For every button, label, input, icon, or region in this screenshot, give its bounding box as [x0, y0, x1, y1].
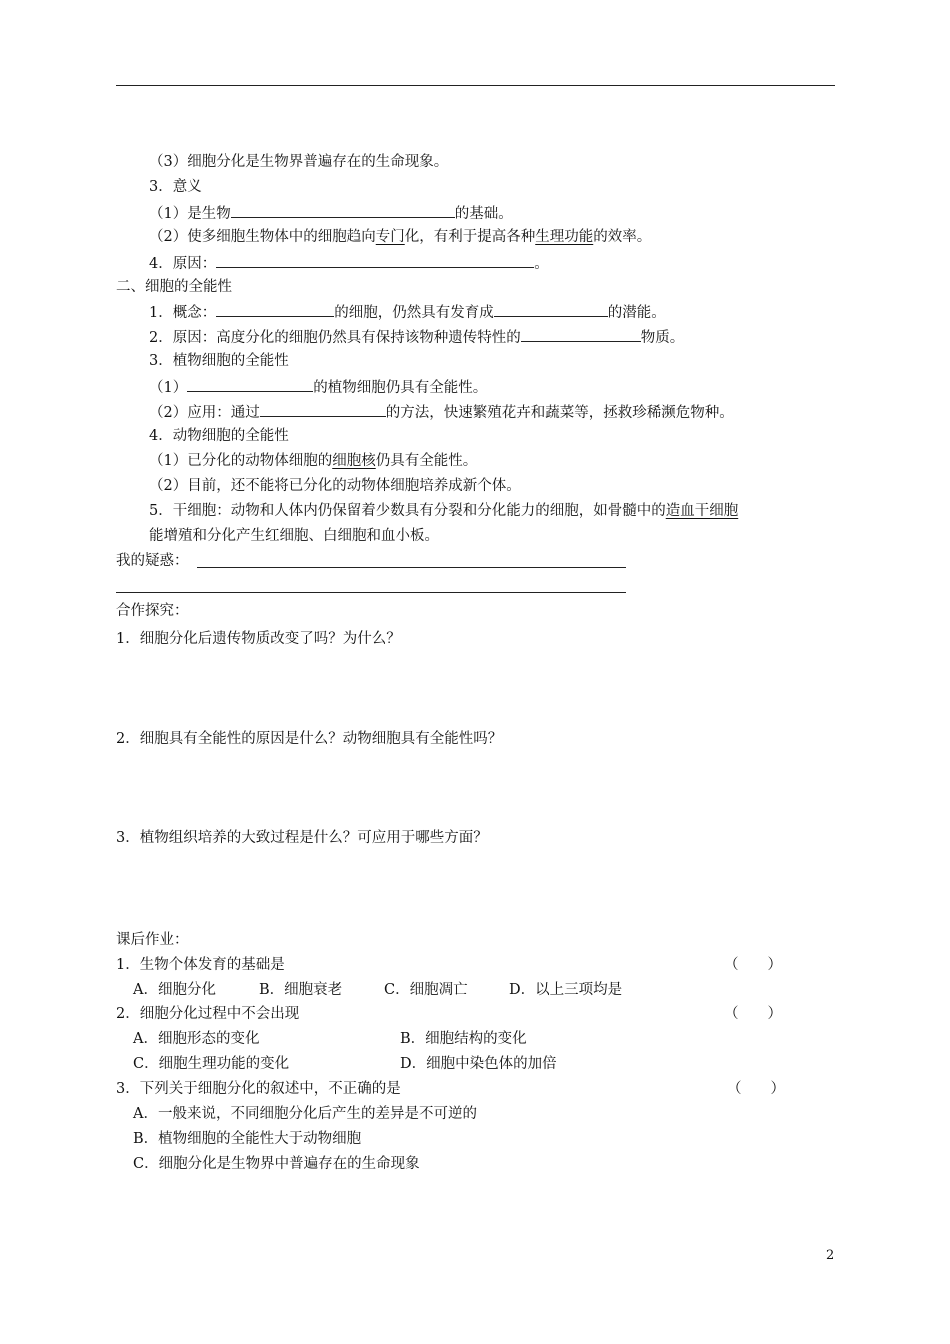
fill-blank[interactable] — [260, 401, 386, 417]
s2-plant-title: 3．植物细胞的全能性 — [149, 353, 289, 369]
s2-stem-cell: 5．干细胞：动物和人体内仍保留着少数具有分裂和分化能力的细胞，如骨髓中的造血干细胞 — [149, 503, 739, 519]
hw-q2-answer[interactable]: （ ） — [724, 1006, 782, 1022]
hw-q3-opt-b: B．植物细胞的全能性大于动物细胞 — [133, 1131, 362, 1147]
fill-blank[interactable] — [216, 301, 334, 317]
s2-animal-1: （1）已分化的动物体细胞的细胞核仍具有全能性。 — [149, 453, 478, 469]
hw-q1-opt-c: C．细胞凋亡 — [384, 982, 468, 998]
s1-reason: 4．原因： 。 — [149, 252, 549, 274]
s2-plant-1: （1） 的植物细胞仍具有全能性。 — [149, 376, 487, 398]
hw-q1-answer[interactable]: （ ） — [724, 957, 782, 973]
fill-blank[interactable] — [187, 376, 313, 392]
doubt-line-1[interactable] — [197, 567, 626, 568]
s1-significance-title: 3．意义 — [149, 179, 202, 195]
s2-title: 二、细胞的全能性 — [116, 279, 232, 295]
explore-title: 合作探究： — [116, 603, 189, 619]
s2-stem-cell-cont: 能增殖和分化产生红细胞、白细胞和血小板。 — [149, 528, 439, 544]
page-number: 2 — [826, 1248, 835, 1263]
header-rule — [116, 85, 835, 86]
hw-q2-opt-a: A．细胞形态的变化 — [133, 1031, 260, 1047]
s2-animal-2: （2）目前，还不能将已分化的动物体细胞培养成新个体。 — [149, 478, 521, 494]
doubt-label: 我的疑惑： — [116, 553, 189, 569]
hw-q3-opt-a: A．一般来说，不同细胞分化后产生的差异是不可逆的 — [133, 1106, 477, 1122]
hw-q1-opt-a: A．细胞分化 — [133, 982, 216, 998]
hw-q1-opt-d: D．以上三项均是 — [509, 982, 623, 998]
s2-reason: 2．原因：高度分化的细胞仍然具有保持该物种遗传特性的 物质。 — [149, 326, 684, 348]
fill-blank[interactable] — [494, 301, 608, 317]
hw-q3-opt-c: C．细胞分化是生物界中普遍存在的生命现象 — [133, 1156, 420, 1172]
s2-plant-2: （2）应用：通过 的方法，快速繁殖花卉和蔬菜等，拯救珍稀濒危物种。 — [149, 401, 734, 423]
fill-blank[interactable] — [231, 202, 455, 218]
hw-q1-opt-b: B．细胞衰老 — [259, 982, 343, 998]
hw-q3-answer[interactable]: （ ） — [727, 1081, 785, 1097]
hw-q2-opt-d: D．细胞中染色体的加倍 — [400, 1056, 557, 1072]
explore-q1: 1．细胞分化后遗传物质改变了吗？为什么？ — [116, 631, 401, 647]
hw-q2-opt-b: B．细胞结构的变化 — [400, 1031, 527, 1047]
s1-significance-2: （2）使多细胞生物体中的细胞趋向专门化，有利于提高各种生理功能的效率。 — [149, 229, 652, 245]
doubt-line-2[interactable] — [116, 592, 626, 593]
s1-significance-1: （1）是生物 的基础。 — [149, 202, 513, 224]
fill-blank[interactable] — [521, 326, 641, 342]
s1-line-3: （3）细胞分化是生物界普遍存在的生命现象。 — [149, 154, 449, 170]
hw-q2: 2．细胞分化过程中不会出现 — [116, 1006, 300, 1022]
fill-blank[interactable] — [216, 252, 534, 268]
homework-title: 课后作业： — [116, 932, 189, 948]
hw-q1: 1．生物个体发育的基础是 — [116, 957, 285, 973]
hw-q2-opt-c: C．细胞生理功能的变化 — [133, 1056, 290, 1072]
explore-q3: 3．植物组织培养的大致过程是什么？可应用于哪些方面？ — [116, 830, 488, 846]
explore-q2: 2．细胞具有全能性的原因是什么？动物细胞具有全能性吗？ — [116, 731, 503, 747]
hw-q3: 3．下列关于细胞分化的叙述中，不正确的是 — [116, 1081, 401, 1097]
s2-animal-title: 4．动物细胞的全能性 — [149, 428, 289, 444]
s2-concept: 1．概念： 的细胞，仍然具有发育成 的潜能。 — [149, 301, 666, 323]
